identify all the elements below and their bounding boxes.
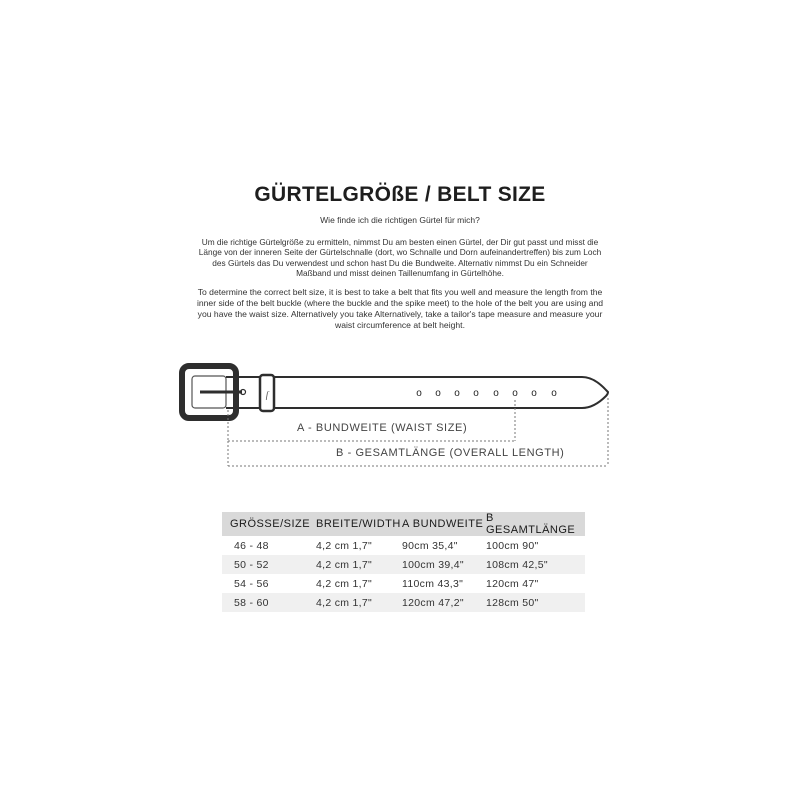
page-title: GÜRTELGRÖßE / BELT SIZE	[254, 183, 546, 206]
size-table	[222, 512, 585, 612]
belt-holes	[416, 388, 557, 399]
column-header-length: B GESAMTLÄNGE	[486, 512, 585, 536]
column-header-width: BREITE/WIDTH	[316, 512, 402, 536]
cell-size: 58 - 60	[222, 593, 316, 612]
description-german: Um die richtige Gürtelgröße zu ermitteln, nimmst Du am besten einen Gürtel, der Dir gut passt und misst die Länge von der inneren Seite der Gürtelschnalle (dort, wo Schnalle und Dorn aufeinandertreffen) bis zum Loch des Gürtels das Du verwendest und schon hast Du die Bundweite. Alternativ nimmst Du ein Schneider Maßband und misst deinen Taillenumfang in Gürtelhöhe.	[198, 237, 602, 278]
cell-width: 4,2 cm 1,7"	[316, 593, 402, 612]
cell-length: 108cm 42,5"	[486, 555, 585, 574]
cell-size: 54 - 56	[222, 574, 316, 593]
cell-waist: 110cm 43,3"	[402, 574, 486, 593]
belt-hole: o	[473, 388, 479, 399]
cell-length: 100cm 90"	[486, 536, 585, 555]
cell-width: 4,2 cm 1,7"	[316, 574, 402, 593]
cell-width: 4,2 cm 1,7"	[316, 555, 402, 574]
cell-waist: 100cm 39,4"	[402, 555, 486, 574]
cell-waist: 120cm 47,2"	[402, 593, 486, 612]
belt-hole: o	[551, 388, 557, 399]
cell-size: 46 - 48	[222, 536, 316, 555]
keeper-logo: ſ	[265, 390, 269, 400]
table-row	[222, 574, 585, 593]
table-row	[222, 536, 585, 555]
column-header-waist: A BUNDWEITE	[402, 512, 486, 536]
cell-length: 128cm 50"	[486, 593, 585, 612]
belt-hole: o	[416, 388, 422, 399]
cell-size: 50 - 52	[222, 555, 316, 574]
cell-width: 4,2 cm 1,7"	[316, 536, 402, 555]
measure-a-label: A - BUNDWEITE (WAIST SIZE)	[297, 422, 468, 434]
cell-waist: 90cm 35,4"	[402, 536, 486, 555]
measure-b-label: B - GESAMTLÄNGE (OVERALL LENGTH)	[336, 447, 565, 459]
table-row	[222, 555, 585, 574]
belt-hole: o	[493, 388, 499, 399]
cell-length: 120cm 47"	[486, 574, 585, 593]
belt-hole: o	[512, 388, 518, 399]
belt-hole: o	[531, 388, 537, 399]
belt-hole: o	[454, 388, 460, 399]
page-subtitle: Wie finde ich die richtigen Gürtel für mich?	[320, 215, 480, 225]
table-row	[222, 593, 585, 612]
table-header-row	[222, 512, 585, 536]
belt-hole: o	[435, 388, 441, 399]
column-header-size: GRÖSSE/SIZE	[222, 512, 316, 536]
description-english: To determine the correct belt size, it is best to take a belt that fits you well and measure the length from the inner side of the belt buckle (where the buckle and the spike meet) to the hole of the belt you are using and you have the waist size. Alternatively you take Alternatively, take a tailor's tape measure and measure your waist circumference at belt height.	[196, 287, 604, 330]
